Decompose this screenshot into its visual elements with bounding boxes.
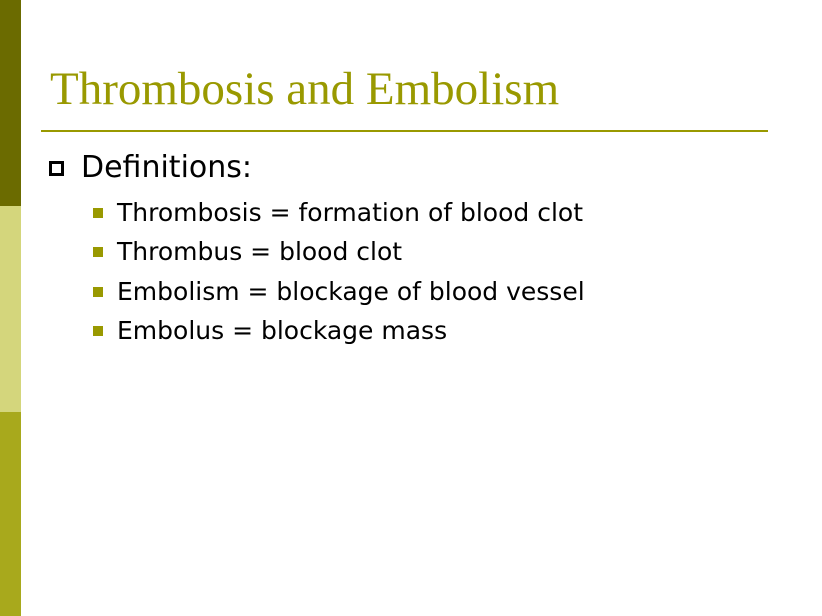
filled-square-icon (93, 326, 103, 336)
list-item-thrombus (93, 233, 585, 273)
list-item-embolus (93, 312, 585, 352)
list-item-embolism (93, 272, 585, 312)
slide-title: Thrombosis and Embolism (50, 63, 560, 115)
list-item-thrombosis (93, 193, 585, 233)
filled-square-icon (93, 287, 103, 297)
title-underline (41, 130, 768, 132)
bullet-definitions (49, 150, 252, 186)
list-item-text: Thrombus = blood clot (117, 237, 403, 267)
hollow-square-icon (49, 161, 64, 176)
list-item-text: Embolus = blockage mass (117, 316, 448, 346)
definitions-list (93, 193, 585, 351)
sidebar-accent-light (0, 206, 21, 412)
filled-square-icon (93, 208, 103, 218)
sidebar-accent-dark (0, 0, 21, 206)
sidebar-accent-mid (0, 412, 21, 616)
bullet-definitions-text: Definitions: (81, 150, 253, 185)
list-item-text: Thrombosis = formation of blood clot (117, 197, 583, 227)
list-item-text: Embolism = blockage of blood vessel (117, 276, 585, 306)
filled-square-icon (93, 247, 103, 257)
